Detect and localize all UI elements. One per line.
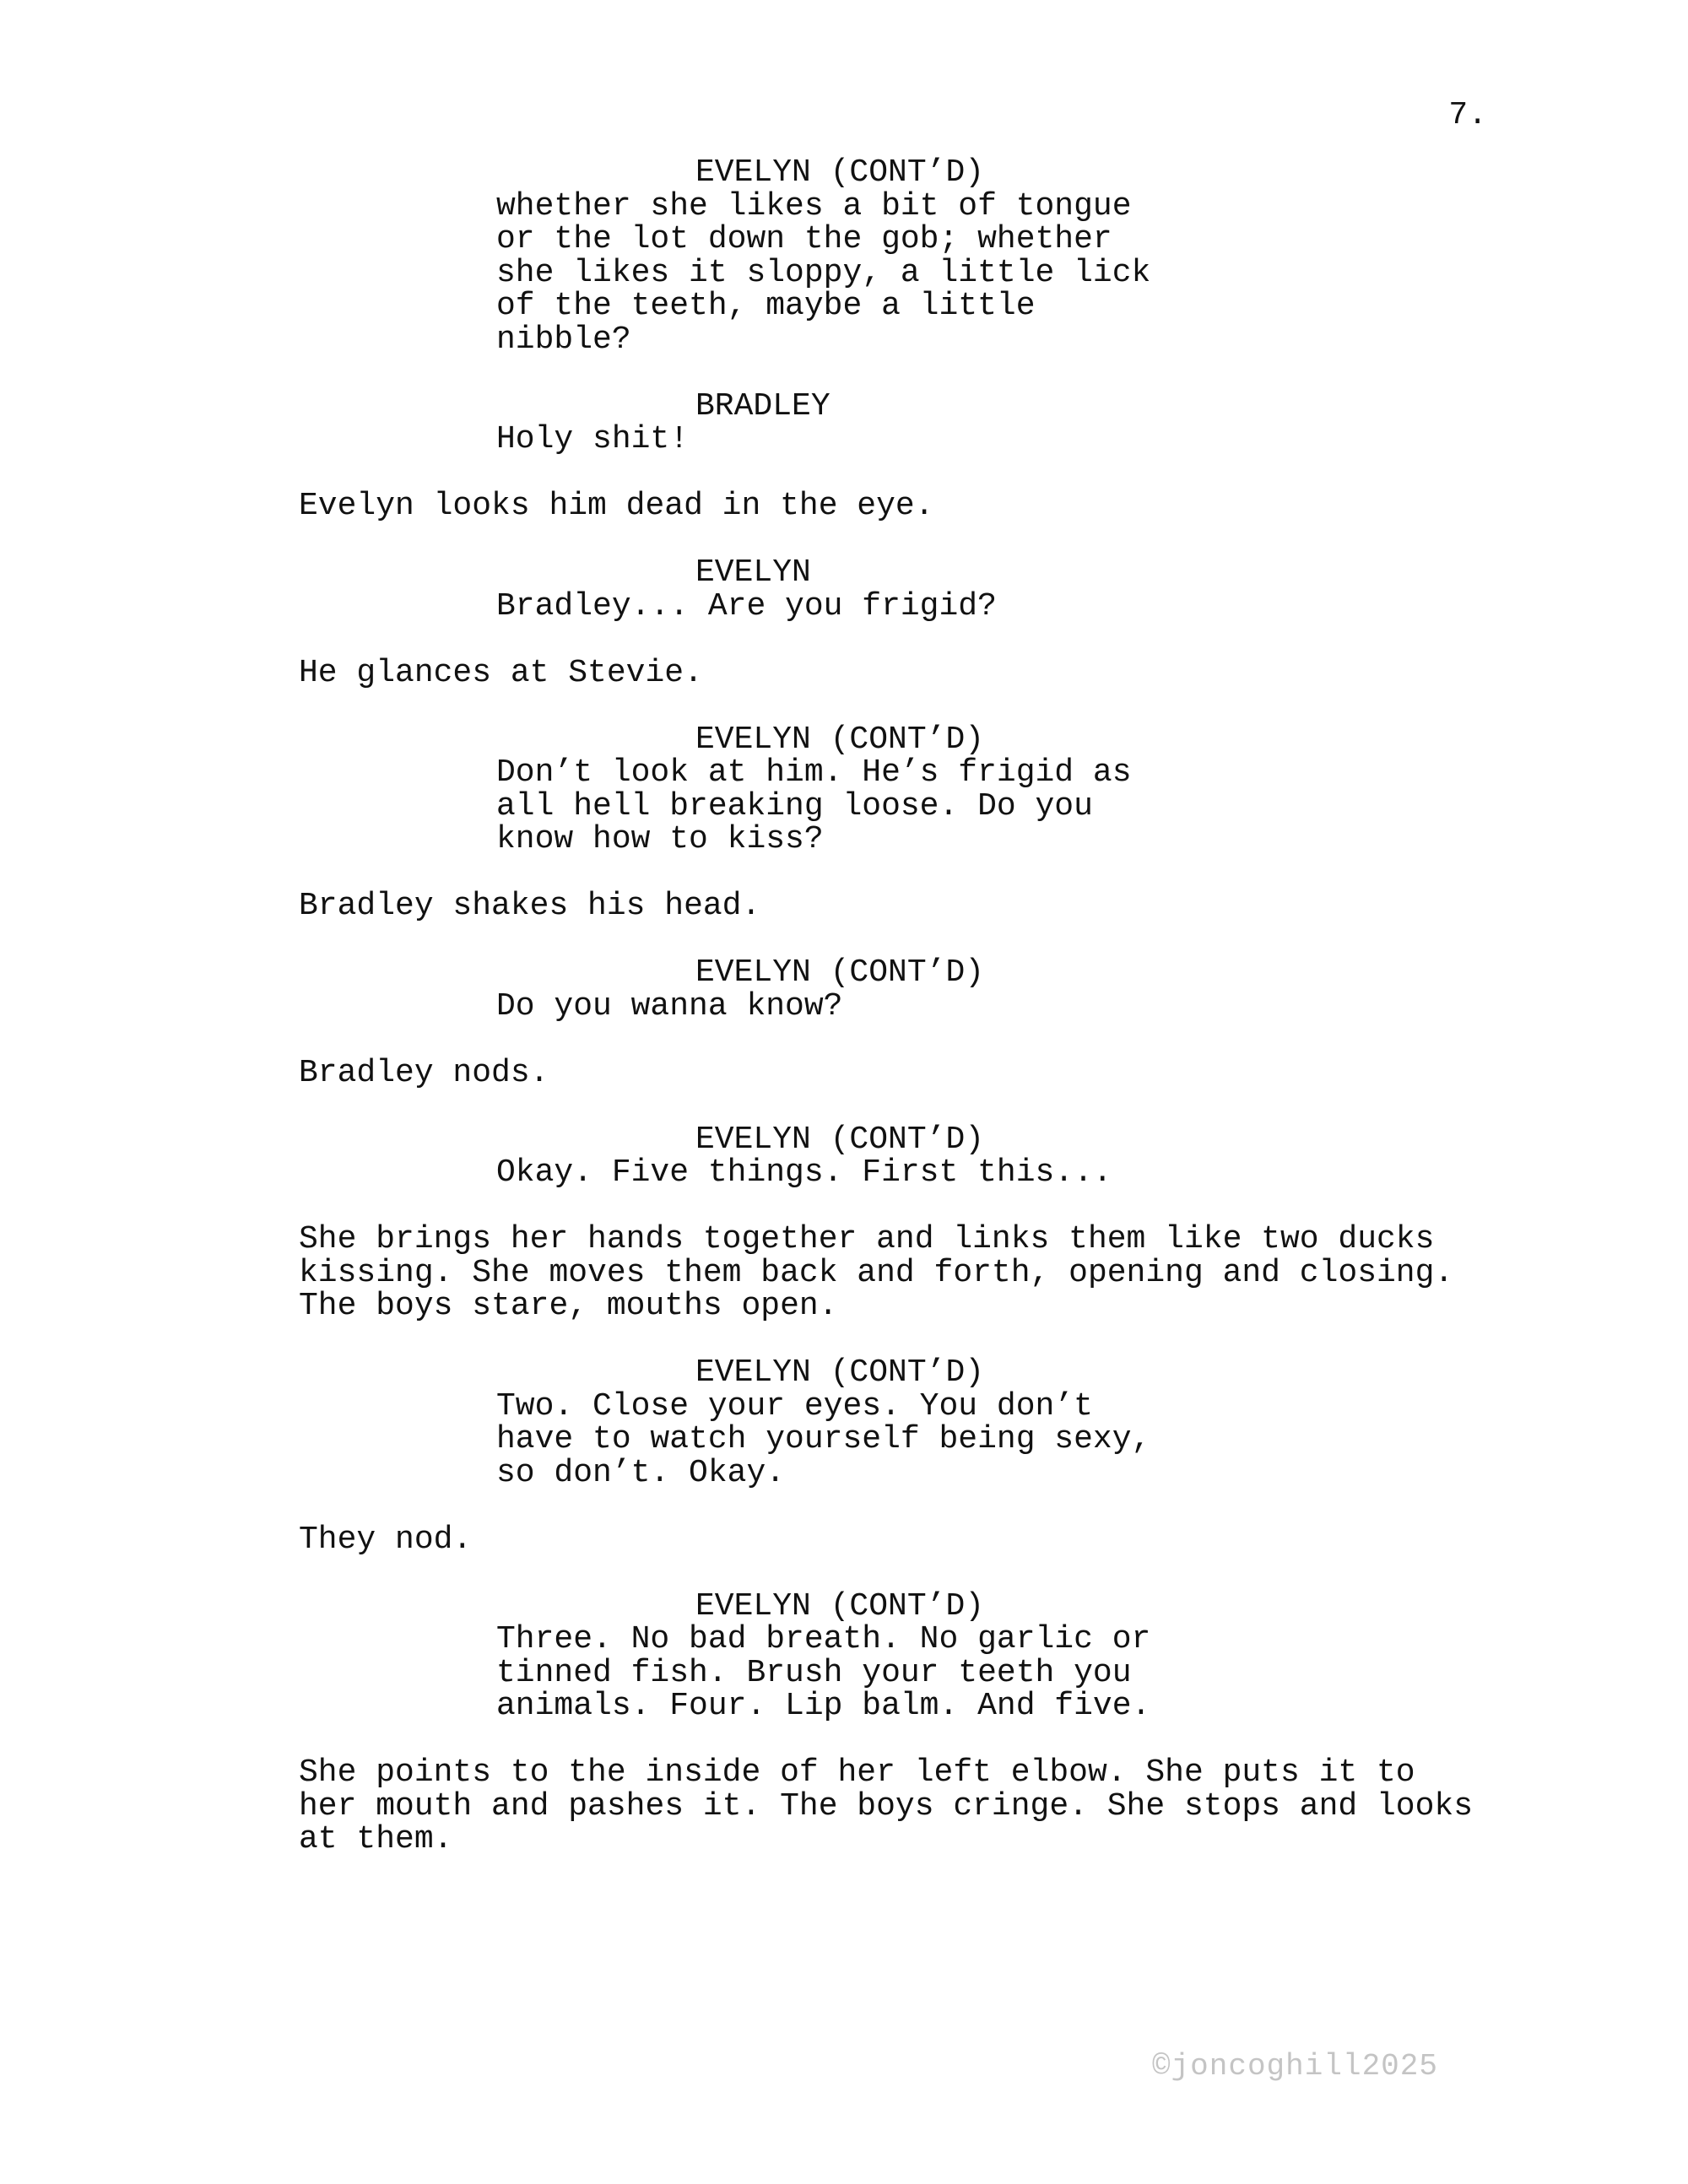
character-cue: EVELYN	[695, 554, 811, 591]
page-number: 7.	[1448, 97, 1487, 133]
action-line: Evelyn looks him dead in the eye.	[299, 488, 934, 524]
dialogue: Holy shit!	[496, 421, 690, 457]
dialogue: Two. Close your eyes. You don’t have to watch yourself being sexy, so don’t. Okay.	[496, 1387, 1151, 1491]
action-line: They nod.	[299, 1521, 473, 1558]
dialogue: Don’t look at him. He’s frigid as all hell breaking loose. Do you know how to kiss?	[496, 754, 1132, 857]
dialogue: Three. No bad breath. No garlic or tinned fish. Brush your teeth you animals. Four. Lip balm. And five.	[496, 1621, 1151, 1724]
character-cue: EVELYN (CONT’D)	[695, 1354, 985, 1391]
action-line: She points to the inside of her left elbow. She puts it to her mouth and pashes it. The boys cringe. She stops and looks at them.	[299, 1754, 1474, 1857]
character-cue: BRADLEY	[695, 387, 830, 424]
action-line: Bradley nods.	[299, 1054, 549, 1091]
dialogue: Okay. Five things. First this...	[496, 1154, 1112, 1191]
character-cue: EVELYN (CONT’D)	[695, 1121, 985, 1158]
character-cue: EVELYN (CONT’D)	[695, 154, 985, 191]
script-body	[0, 156, 1688, 1889]
action-line: She brings her hands together and links them like two ducks kissing. She moves them back and forth, opening and closing. The boys stare, mouths open.	[299, 1221, 1454, 1324]
dialogue: Do you wanna know?	[496, 987, 843, 1024]
dialogue: whether she likes a bit of tongue or the lot down the gob; whether she likes it sloppy, a little lick of the teeth, maybe a little nibble?	[496, 187, 1151, 358]
character-cue: EVELYN (CONT’D)	[695, 721, 985, 758]
copyright-watermark: ©joncoghill2025	[1151, 2049, 1438, 2084]
character-cue: EVELYN (CONT’D)	[695, 1587, 985, 1624]
action-line: Bradley shakes his head.	[299, 888, 761, 924]
dialogue: Bradley... Are you frigid?	[496, 587, 997, 624]
action-line: He glances at Stevie.	[299, 654, 703, 691]
character-cue: EVELYN (CONT’D)	[695, 954, 985, 991]
